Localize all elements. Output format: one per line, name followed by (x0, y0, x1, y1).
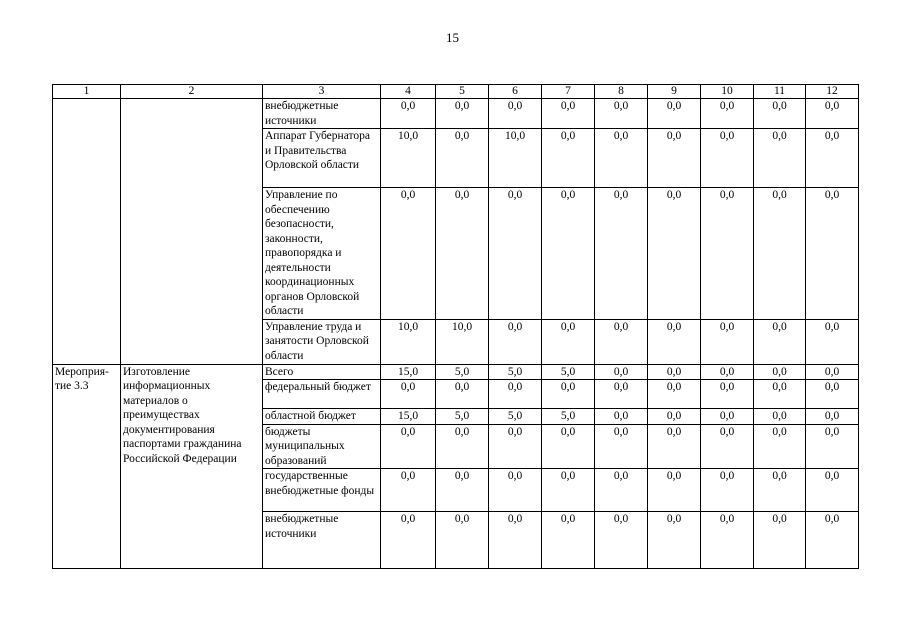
value-cell: 0,0 (701, 380, 754, 409)
value-cell: 0,0 (542, 469, 595, 512)
value-cell: 0,0 (806, 424, 859, 469)
header-cell: 4 (381, 85, 436, 99)
value-cell: 0,0 (806, 409, 859, 425)
funding-source: областной бюджет (263, 409, 381, 425)
value-cell: 0,0 (806, 129, 859, 188)
value-cell: 0,0 (701, 409, 754, 425)
funding-source: Всего (263, 364, 381, 380)
value-cell: 0,0 (489, 512, 542, 569)
value-cell: 0,0 (648, 380, 701, 409)
value-cell: 0,0 (806, 512, 859, 569)
value-cell: 0,0 (436, 380, 489, 409)
value-cell: 0,0 (701, 319, 754, 364)
value-cell: 0,0 (754, 380, 806, 409)
value-cell: 0,0 (806, 188, 859, 320)
value-cell: 0,0 (436, 469, 489, 512)
funding-source: бюджеты муниципальных образований (263, 424, 381, 469)
value-cell: 0,0 (648, 364, 701, 380)
value-cell: 0,0 (701, 512, 754, 569)
value-cell: 0,0 (701, 424, 754, 469)
measure-title-cell-empty (121, 99, 263, 365)
value-cell: 0,0 (754, 99, 806, 129)
value-cell: 0,0 (489, 188, 542, 320)
value-cell: 0,0 (648, 188, 701, 320)
value-cell: 0,0 (489, 99, 542, 129)
value-cell: 0,0 (701, 129, 754, 188)
value-cell: 5,0 (489, 364, 542, 380)
value-cell: 0,0 (754, 469, 806, 512)
value-cell: 0,0 (595, 380, 648, 409)
value-cell: 10,0 (436, 319, 489, 364)
value-cell: 0,0 (701, 364, 754, 380)
value-cell: 0,0 (806, 364, 859, 380)
header-cell: 5 (436, 85, 489, 99)
value-cell: 5,0 (542, 364, 595, 380)
value-cell: 0,0 (648, 409, 701, 425)
header-cell: 12 (806, 85, 859, 99)
value-cell: 0,0 (542, 129, 595, 188)
value-cell: 0,0 (701, 99, 754, 129)
header-cell: 10 (701, 85, 754, 99)
measure-title: Изготовление информационных материалов о преимуществах документирования паспортами гражданина Российской Федерации (121, 364, 263, 569)
table-row (53, 99, 859, 129)
value-cell: 0,0 (754, 319, 806, 364)
value-cell: 5,0 (436, 364, 489, 380)
value-cell: 0,0 (806, 99, 859, 129)
budget-table (52, 84, 859, 569)
value-cell: 0,0 (595, 364, 648, 380)
value-cell: 0,0 (648, 512, 701, 569)
funding-source: внебюджетные источники (263, 99, 381, 129)
value-cell: 0,0 (381, 188, 436, 320)
value-cell: 0,0 (436, 188, 489, 320)
value-cell: 15,0 (381, 364, 436, 380)
value-cell: 0,0 (648, 129, 701, 188)
page-number: 15 (446, 30, 459, 45)
header-cell: 8 (595, 85, 648, 99)
value-cell: 0,0 (381, 424, 436, 469)
value-cell: 0,0 (381, 512, 436, 569)
value-cell: 0,0 (436, 512, 489, 569)
value-cell: 0,0 (542, 380, 595, 409)
value-cell: 5,0 (489, 409, 542, 425)
value-cell: 0,0 (595, 469, 648, 512)
value-cell: 0,0 (542, 99, 595, 129)
value-cell: 0,0 (489, 424, 542, 469)
value-cell: 0,0 (648, 469, 701, 512)
value-cell: 0,0 (595, 129, 648, 188)
value-cell: 0,0 (595, 99, 648, 129)
funding-source: государственные внебюджетные фонды (263, 469, 381, 512)
value-cell: 0,0 (806, 469, 859, 512)
header-cell: 2 (121, 85, 263, 99)
value-cell: 0,0 (542, 188, 595, 320)
value-cell: 0,0 (806, 319, 859, 364)
measure-code: Мероприя-тие 3.3 (53, 364, 121, 569)
value-cell: 0,0 (648, 99, 701, 129)
value-cell: 0,0 (648, 424, 701, 469)
value-cell: 10,0 (381, 319, 436, 364)
value-cell: 0,0 (701, 469, 754, 512)
value-cell: 0,0 (436, 129, 489, 188)
header-cell: 6 (489, 85, 542, 99)
funding-source: Управление труда и занятости Орловской области (263, 319, 381, 364)
value-cell: 0,0 (436, 99, 489, 129)
header-cell: 7 (542, 85, 595, 99)
funding-source: внебюджетные источники (263, 512, 381, 569)
value-cell: 0,0 (542, 319, 595, 364)
value-cell: 0,0 (489, 380, 542, 409)
value-cell: 0,0 (754, 188, 806, 320)
value-cell: 0,0 (595, 188, 648, 320)
value-cell: 0,0 (754, 364, 806, 380)
value-cell: 10,0 (489, 129, 542, 188)
measure-code-cell-empty (53, 99, 121, 365)
value-cell: 0,0 (542, 512, 595, 569)
value-cell: 0,0 (806, 380, 859, 409)
value-cell: 0,0 (648, 319, 701, 364)
value-cell: 5,0 (542, 409, 595, 425)
header-cell: 9 (648, 85, 701, 99)
funding-source: Аппарат Губернатора и Правительства Орловской области (263, 129, 381, 188)
header-row (53, 85, 859, 99)
value-cell: 0,0 (381, 380, 436, 409)
value-cell: 5,0 (436, 409, 489, 425)
value-cell: 0,0 (489, 319, 542, 364)
value-cell: 0,0 (754, 409, 806, 425)
header-cell: 11 (754, 85, 806, 99)
value-cell: 15,0 (381, 409, 436, 425)
value-cell: 0,0 (542, 424, 595, 469)
table-row (53, 364, 859, 380)
value-cell: 0,0 (436, 424, 489, 469)
header-cell: 3 (263, 85, 381, 99)
value-cell: 0,0 (595, 409, 648, 425)
value-cell: 0,0 (754, 424, 806, 469)
header-cell: 1 (53, 85, 121, 99)
funding-source: федеральный бюджет (263, 380, 381, 409)
value-cell: 0,0 (595, 424, 648, 469)
value-cell: 0,0 (489, 469, 542, 512)
value-cell: 0,0 (381, 99, 436, 129)
value-cell: 0,0 (701, 188, 754, 320)
value-cell: 0,0 (595, 512, 648, 569)
value-cell: 0,0 (381, 469, 436, 512)
funding-source: Управление по обеспечению безопасности, законности, правопорядка и деятельности координационных органов Орловской области (263, 188, 381, 320)
value-cell: 0,0 (595, 319, 648, 364)
value-cell: 10,0 (381, 129, 436, 188)
value-cell: 0,0 (754, 129, 806, 188)
value-cell: 0,0 (754, 512, 806, 569)
